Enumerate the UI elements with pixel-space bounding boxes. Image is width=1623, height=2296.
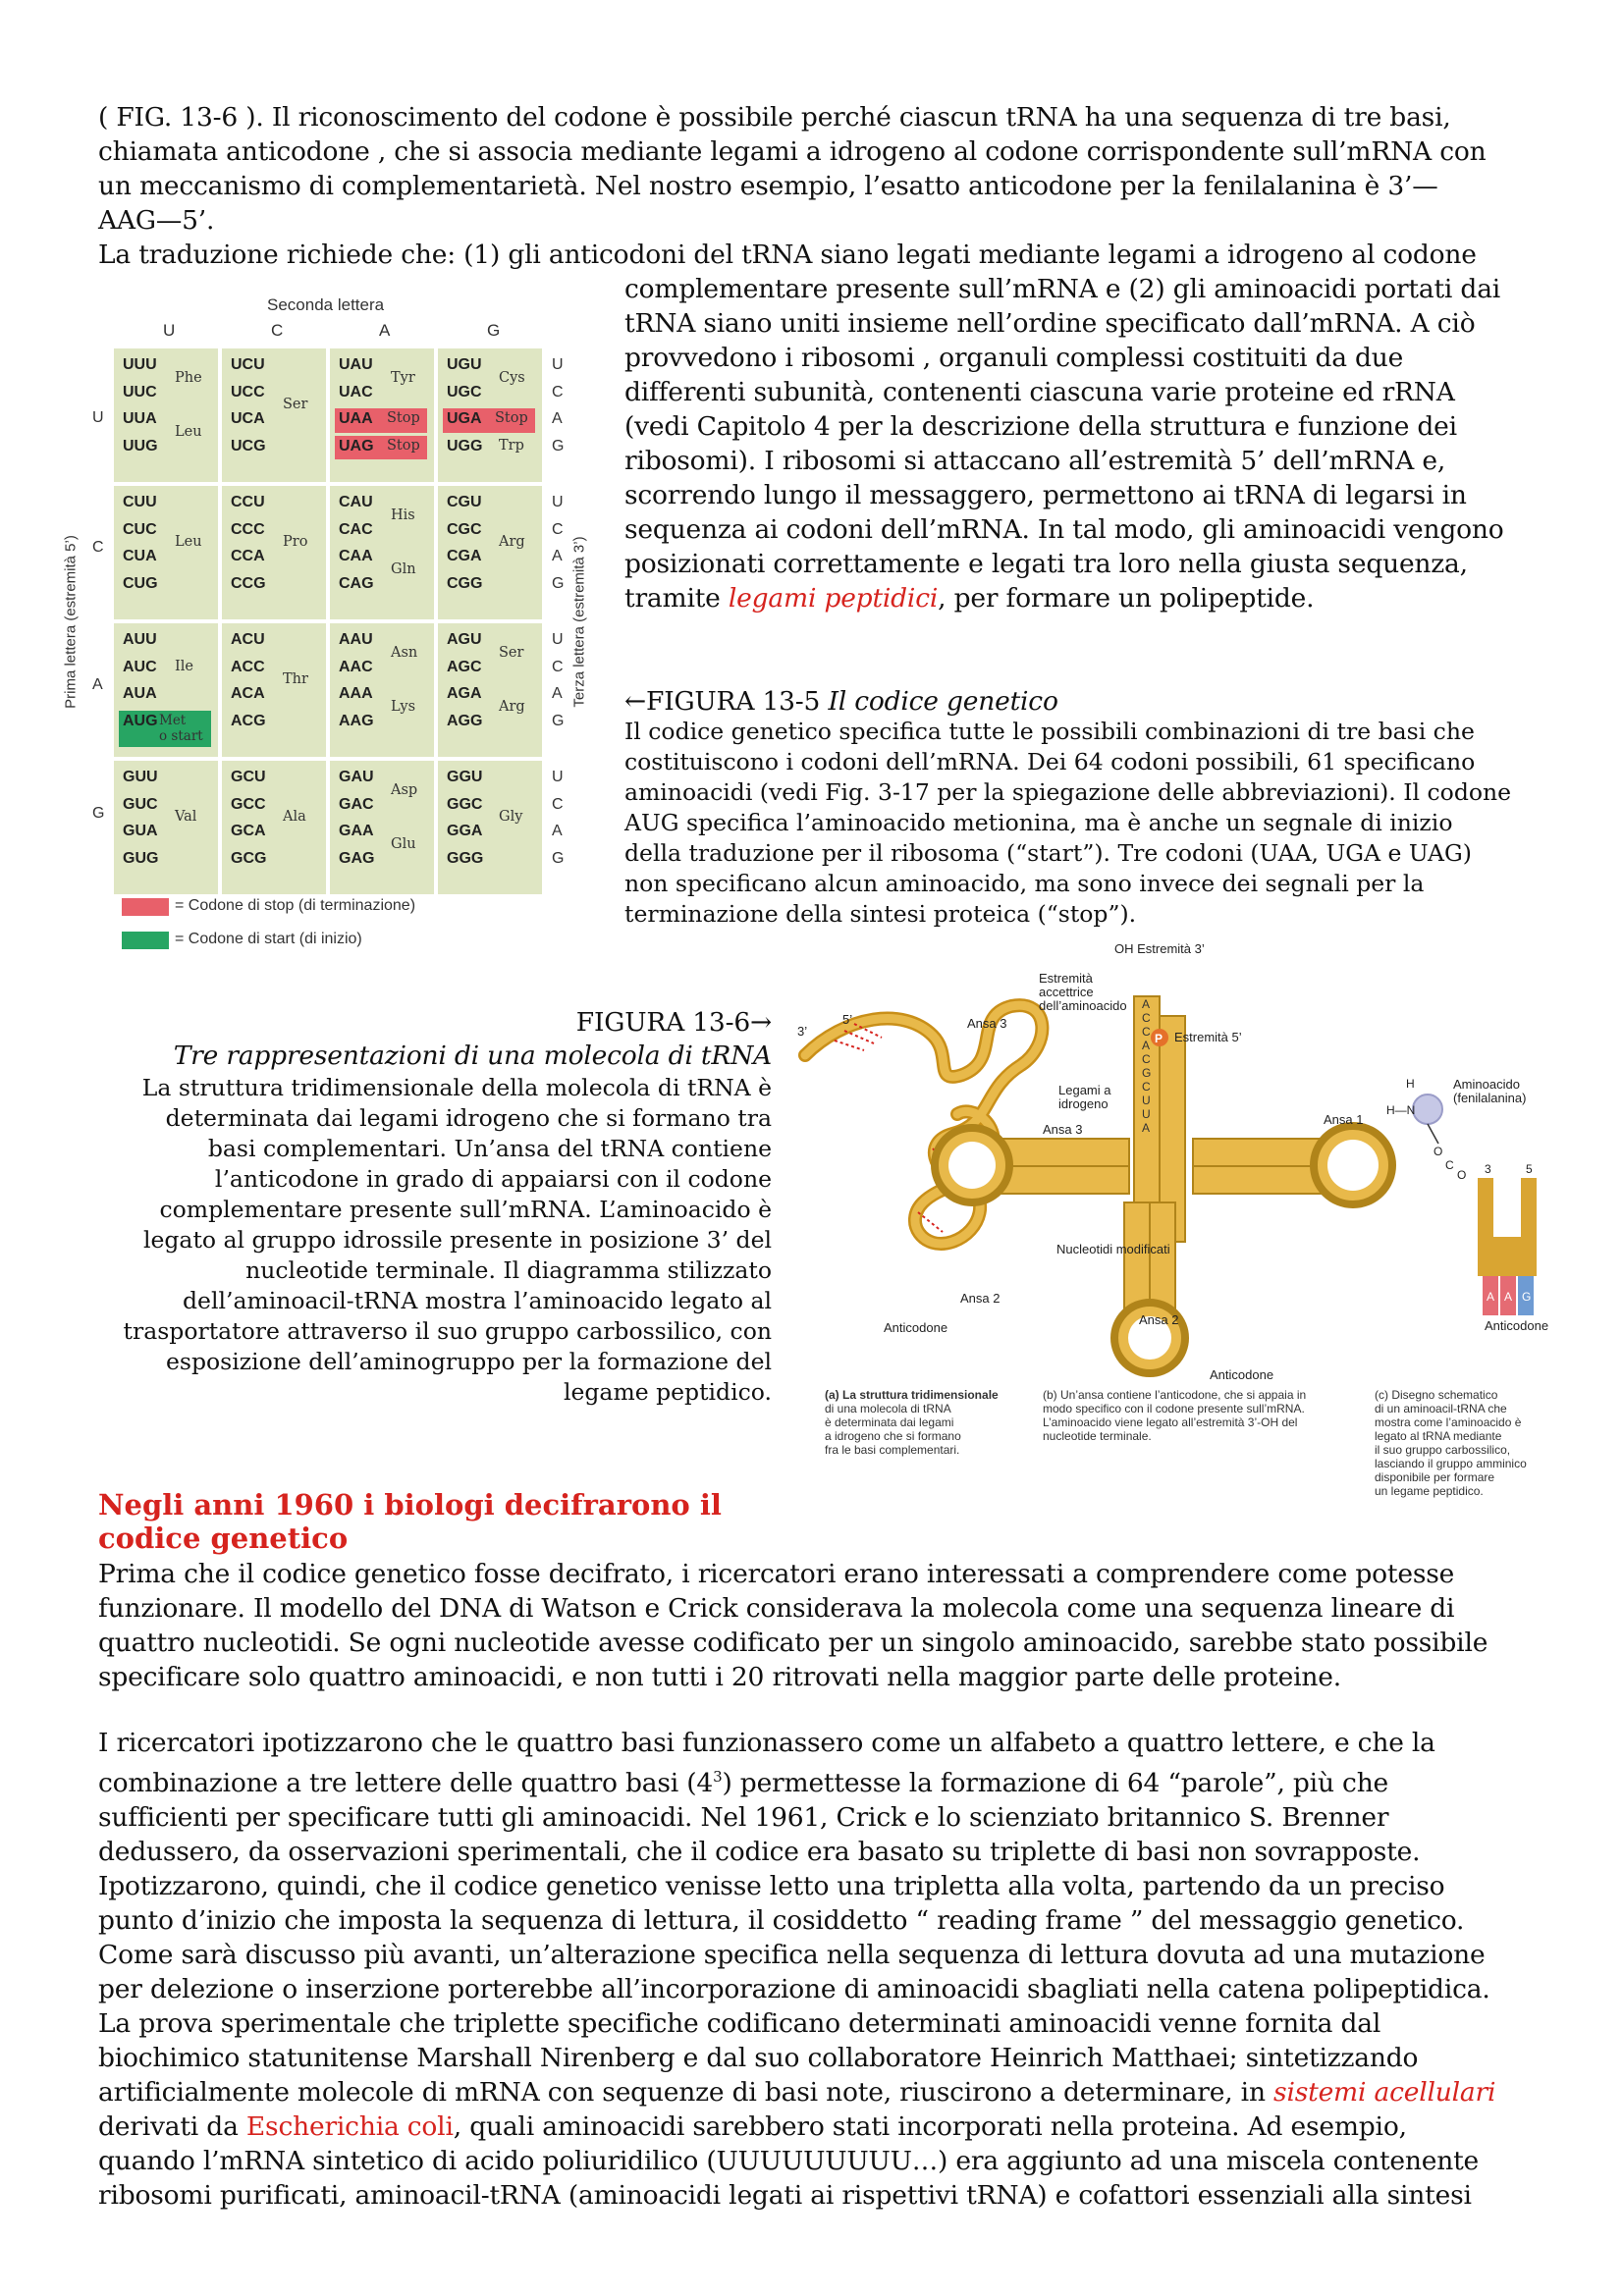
codon-block [222, 761, 326, 894]
codon: CCA [231, 548, 265, 564]
label-anticodone-b: Anticodone [1210, 1367, 1274, 1382]
figure-13-6-subtitle: Tre rappresentazioni di una molecola di tRNA [173, 1041, 772, 1071]
trna-schematic [1413, 1095, 1537, 1315]
third-letter: U [552, 356, 564, 373]
label-anticodone-a: Anticodone [884, 1320, 948, 1335]
text-line: Come sarà discusso più avanti, un’alterazione specifica nella sequenza di lettura dovuta ad una mutazione [98, 1939, 1486, 1970]
codon: UGC [447, 383, 482, 400]
codon: UAC [339, 383, 373, 400]
caption-line: aminoacidi (vedi Fig. 3-17 per la spiegazione delle abbreviazioni). Il codone [624, 778, 1512, 806]
ecoli-link[interactable]: Escherichia coli [245, 2110, 454, 2142]
text-fragment: , per formare un polipeptide. [938, 583, 1315, 614]
third-letter: U [552, 631, 564, 648]
codon: UCU [231, 356, 265, 373]
third-letter: C [552, 520, 564, 538]
codon-block [114, 348, 218, 482]
figure-13-6-title: FIGURA 13-6→ [575, 1007, 772, 1038]
text-fragment: combinazione a tre lettere delle quattro basi (4 [98, 1767, 714, 1798]
caption-c-4: il suo gruppo carbossilico, [1375, 1443, 1511, 1457]
third-letter-axis-label: Terza lettera (estremità 3’) [570, 536, 588, 708]
text-line: La prova sperimentale che triplette specifiche codificano determinati aminoacidi venne fornita dal [98, 2007, 1381, 2039]
codon: GUC [123, 795, 158, 813]
amino-acid-label: Arg [499, 698, 525, 715]
text-line: posizionati correttamente e legati tra loro nella giusta sequenza, [624, 549, 1468, 579]
trna-3d-structure [805, 1005, 1042, 1244]
third-letter: G [552, 849, 565, 867]
text-line: per delezione o inserzione porterebbe all’incorporazione di aminoacidi sbagliati nella catena polipeptidica. [98, 1973, 1490, 2004]
label-modificati: Nucleotidi modificati [1056, 1242, 1170, 1256]
text-line: (vedi Capitolo 4 per la descrizione della struttura e funzione dei [624, 411, 1457, 442]
text-line [98, 2075, 1591, 2109]
codon: AUG [123, 712, 158, 729]
amino-acid-label: Leu [175, 423, 202, 440]
codon: UAU [339, 356, 373, 373]
label-aminoacido-1: Aminoacido [1453, 1077, 1520, 1092]
codon: AAA [339, 685, 373, 702]
intro-paragraph [98, 100, 1571, 272]
amino-acid-label: Stop [495, 410, 528, 426]
codon: GAG [339, 849, 375, 867]
third-letter: U [552, 769, 564, 785]
codon: AGU [447, 631, 482, 648]
caption-line: determinata dai legami idrogeno che si formano tra [165, 1104, 772, 1132]
label-p-circle: P [1155, 1032, 1163, 1045]
caption-b-3: nucleotide terminale. [1043, 1429, 1152, 1443]
label-aminoacido-2: (fenilalanina) [1453, 1091, 1527, 1105]
amino-acid-label: Stop [387, 410, 420, 426]
amino-acid-label: His [391, 507, 415, 523]
caption-c-7: un legame peptidico. [1375, 1484, 1484, 1498]
text-line: scorrendo lungo il messaggero, permettono ai tRNA di legarsi in [624, 480, 1467, 510]
codon: CCG [231, 574, 266, 592]
codon: CGU [447, 494, 482, 510]
amino-acid-label: Tyr [391, 369, 415, 386]
codon: UGA [447, 410, 482, 427]
codon: GAU [339, 769, 374, 785]
second-letter-c: C [271, 321, 284, 340]
trna-illustration [785, 937, 1571, 1526]
codon: GCC [231, 795, 266, 813]
codon: UCG [231, 437, 266, 454]
codon: AAU [339, 631, 373, 648]
text-line: un meccanismo di complementarietà. Nel nostro esempio, l’esatto anticodone per la fenilalanina è 3’— [98, 171, 1438, 201]
start-legend-label: = Codone di start (di inizio) [175, 931, 362, 947]
label-acceptor-2: accettrice [1039, 985, 1094, 999]
codon: CUC [123, 520, 157, 538]
label-three-c: 3 [1485, 1162, 1491, 1176]
caption-a-3: a idrogeno che si formano [825, 1429, 961, 1443]
text-line: AAG—5’. [98, 205, 215, 236]
peptide-bond-link[interactable]: legami peptidici [728, 583, 939, 614]
label-estremita-5: Estremità 5’ [1174, 1030, 1242, 1044]
label-hn: H—N [1386, 1103, 1416, 1117]
label-five-c: 5 [1526, 1162, 1533, 1176]
third-letter: G [552, 574, 565, 592]
text-line: provvedono i ribosomi , organuli complessi costituiti da due [624, 343, 1404, 373]
caption-line: complementare presente sull’mRNA. L’aminoacido è [159, 1196, 772, 1223]
label-o1: O [1434, 1145, 1443, 1158]
codon: GUG [123, 849, 159, 867]
third-letter: A [552, 410, 563, 427]
caption-a-1: di una molecola di tRNA [825, 1402, 951, 1415]
label-h1: H [1406, 1077, 1415, 1091]
codon: ACG [231, 712, 266, 729]
caption-b-0: (b) Un’ansa contiene l’anticodone, che si appaia in [1043, 1388, 1307, 1402]
acceptor-sequence [1142, 997, 1151, 1135]
codon: GGG [447, 849, 484, 867]
label-anticodone-c: Anticodone [1485, 1318, 1549, 1333]
caption-c-5: lasciando il gruppo amminico [1375, 1457, 1527, 1470]
nucleotide: A [1142, 997, 1151, 1011]
codon: AGC [447, 658, 482, 675]
text-line: chiamata anticodone , che si associa mediante legami a idrogeno al codone corrispondente sull’mRNA con [98, 136, 1487, 167]
figure-13-5-text [624, 717, 1606, 930]
text-line: I ricercatori ipotizzarono che le quattro basi funzionassero come un alfabeto a quattro lettere, e che la [98, 1728, 1435, 1758]
figure-13-5-title-italic: Il codice genetico [828, 686, 1058, 717]
codon: UCC [231, 383, 265, 400]
caption-a-0: (a) La struttura tridimensionale [825, 1388, 999, 1402]
codon: UUC [123, 383, 157, 400]
nucleotide: C [1142, 1080, 1151, 1094]
caption-c-0: (c) Disegno schematico [1375, 1388, 1498, 1402]
codon: UGG [447, 437, 483, 454]
second-letter-u: U [163, 321, 176, 340]
figure-13-6-caption [88, 1005, 772, 1408]
cell-free-systems-link[interactable]: sistemi acellulari [1273, 2076, 1496, 2108]
start-legend-swatch [122, 932, 169, 949]
codon-block [222, 348, 326, 482]
third-letter: U [552, 494, 564, 510]
amino-acid-label: Pro [283, 534, 308, 551]
codon: CGG [447, 574, 483, 592]
codon: GCG [231, 849, 267, 867]
codon-block [330, 486, 434, 619]
second-letter-g: G [487, 321, 501, 340]
nucleotide: A [1142, 1121, 1151, 1135]
codon: UCA [231, 410, 265, 427]
label-aag-a1: A [1487, 1290, 1495, 1304]
amino-acid-label: Stop [387, 437, 420, 454]
codon: AUC [123, 658, 157, 675]
label-oh-3prime: OH Estremità 3’ [1114, 941, 1205, 956]
third-letter: C [552, 383, 564, 400]
codon: UUG [123, 437, 158, 454]
text-line [98, 2109, 1591, 2144]
codon: AGA [447, 685, 482, 702]
label-o2: O [1457, 1168, 1467, 1182]
figure-13-5-title-prefix: ←FIGURA 13-5 [624, 686, 829, 717]
text-line: punto d’inizio che imposta la sequenza di lettura, il cosiddetto “ reading frame ” del messaggio genetico. [98, 1904, 1465, 1936]
translation-paragraph [624, 272, 1606, 615]
caption-line: nucleotide terminale. Il diagramma stilizzato [245, 1256, 772, 1284]
codon: UAA [339, 410, 373, 427]
caption-line: costituiscono i codoni dell’mRNA. Dei 64 codoni possibili, 61 specificano [624, 748, 1476, 775]
stop-legend-swatch [122, 898, 169, 916]
codon: CUU [123, 494, 157, 510]
amino-acid-label: Ser [283, 397, 308, 413]
codon: AGG [447, 712, 483, 729]
amino-acid-label: Ser [499, 644, 524, 661]
codon-grid [112, 347, 544, 896]
nucleotide: C [1142, 1011, 1151, 1025]
codon: AAG [339, 712, 374, 729]
caption-line: La struttura tridimensionale della molecola di tRNA è [141, 1074, 772, 1101]
third-letter: G [552, 712, 565, 729]
second-letter-title: Seconda lettera [267, 295, 385, 314]
text-line [98, 1760, 1591, 1800]
label-c1: C [1445, 1158, 1454, 1172]
third-letter: C [552, 795, 564, 813]
section-paragraph-2 [98, 1726, 1591, 2213]
second-letter-a: A [379, 321, 391, 340]
text-line: Prima che il codice genetico fosse decifrato, i ricercatori erano interessati a comprendere come potesse [98, 1559, 1455, 1589]
third-letter: G [552, 437, 565, 454]
codon: CAC [339, 520, 373, 538]
caption-line: terminazione della sintesi proteica (“stop”). [624, 900, 1137, 928]
label-3prime: 3’ [797, 1024, 808, 1039]
amino-acid-label: Trp [499, 437, 524, 454]
caption-c-2: mostra come l’aminoacido è [1375, 1415, 1522, 1429]
amino-acid-label: Gln [391, 561, 416, 577]
first-letter-a: A [92, 676, 103, 693]
text-line: ( FIG. 13-6 ). Il riconoscimento del codone è possibile perché ciascun tRNA ha una sequenza di tre basi, [98, 102, 1451, 133]
amino-acid-label: Asp [391, 781, 418, 798]
caption-line: l’anticodone in grado di appaiarsi con il codone [214, 1165, 772, 1193]
label-aag-a2: A [1504, 1290, 1513, 1304]
codon-block [330, 761, 434, 894]
amino-acid-label: Glu [391, 835, 416, 852]
text-line: La traduzione richiede che: (1) gli anticodoni del tRNA siano legati mediante legami a idrogeno al codone [98, 240, 1477, 270]
codon-block [114, 623, 218, 757]
label-ansa2-b: Ansa 2 [1139, 1312, 1179, 1327]
exponent: 3 [713, 1768, 723, 1786]
text-fragment: ) permettesse la formazione di 64 “parole”, più che [722, 1767, 1389, 1798]
caption-line: legato al gruppo idrossile presente in posizione 3’ del [142, 1226, 772, 1254]
nucleotide: A [1142, 1039, 1151, 1052]
text-line [624, 581, 1606, 615]
amino-acid-label: Thr [283, 671, 308, 688]
panel-captions [825, 1388, 1527, 1498]
codon-block [330, 348, 434, 482]
codon: ACA [231, 685, 265, 702]
label-ansa1-b: Ansa 1 [1324, 1112, 1364, 1127]
codon: AUA [123, 685, 157, 702]
codon: ACU [231, 631, 265, 648]
label-ansa3-a: Ansa 3 [967, 1016, 1007, 1031]
nucleotide: C [1142, 1025, 1151, 1039]
label-ansa2-a: Ansa 2 [960, 1291, 1001, 1306]
codon: CCC [231, 520, 265, 538]
third-letter: C [552, 658, 564, 675]
codon: GAC [339, 795, 374, 813]
amino-acid-label: Asn [391, 644, 418, 661]
label-aag-g: G [1522, 1290, 1532, 1304]
text-line: quattro nucleotidi. Se ogni nucleotide avesse codificato per un singolo aminoacido, sarebbe stato possibile [98, 1628, 1488, 1658]
amino-acid-label: Ile [175, 658, 193, 674]
section-paragraph-1 [98, 1557, 1591, 1694]
codon-block [438, 486, 542, 619]
caption-line: legame peptidico. [563, 1378, 772, 1406]
caption-b-1: modo specifico con il codone presente sull’mRNA. [1043, 1402, 1305, 1415]
codon: CAU [339, 494, 373, 510]
nucleotide: G [1142, 1066, 1152, 1080]
text-line: complementare presente sull’mRNA e (2) gli aminoacidi portati dai [624, 274, 1501, 304]
third-letter: A [552, 685, 563, 702]
codon-block [438, 761, 542, 894]
codon-table [61, 290, 588, 957]
codon: CUG [123, 574, 158, 592]
caption-c-1: di un aminoacil-tRNA che [1375, 1402, 1507, 1415]
amino-acid-label: Lys [391, 698, 416, 715]
codon: GGA [447, 823, 483, 839]
amino-acid-label: Phe [175, 369, 202, 386]
codon: GCU [231, 769, 266, 785]
section-heading [98, 1488, 785, 1555]
codon: CAA [339, 548, 373, 564]
codon: GUU [123, 769, 158, 785]
codon: CCU [231, 494, 265, 510]
text-line: ribosomi purificati, aminoacil-tRNA (aminoacidi legati ai rispettivi tRNA) e cofattori essenziali alla sintesi [98, 2179, 1472, 2211]
text-line: Ipotizzarono, quindi, che il codice genetico venisse letto una tripletta alla volta, partendo da un preciso [98, 1870, 1445, 1901]
nucleotide: U [1142, 1107, 1151, 1121]
label-legami-1: Legami a [1058, 1083, 1111, 1097]
codon: UUA [123, 410, 157, 427]
label-acceptor-1: Estremità [1039, 971, 1093, 986]
codon: GCA [231, 823, 266, 839]
codon-block [438, 623, 542, 757]
text-fragment: , quali aminoacidi sarebbero stati incorporati nella proteina. Ad esempio, [453, 2110, 1407, 2142]
text-line: biochimico statunitense Marshall Nirenberg e dal suo collaboratore Heinrich Matthaei; sintetizzando [98, 2042, 1419, 2073]
amino-acid-label: Met [159, 712, 187, 728]
codon: GGC [447, 795, 483, 813]
codon: GAA [339, 823, 374, 839]
caption-line: non specificano alcun aminoacido, ma sono invece dei segnali per la [624, 870, 1425, 897]
figure-13-5-caption [624, 684, 1606, 930]
text-line: differenti subunità, contenenti ciascuna varie proteine ed rRNA [624, 377, 1455, 407]
text-line: dedussero, da osservazioni sperimentali, che il codice era basato su triplette di basi non sovrapposte. [98, 1836, 1421, 1867]
caption-a-2: è determinata dai legami [825, 1415, 954, 1429]
codon: GGU [447, 769, 483, 785]
amino-acid-label: o start [159, 728, 203, 744]
codon: CUA [123, 548, 157, 564]
caption-a-4: fra le basi complementari. [825, 1443, 960, 1457]
text-line: sequenza ai codoni dell’mRNA. In tal modo, gli aminoacidi vengono [624, 514, 1504, 545]
heading-line: Negli anni 1960 i biologi decifrarono il [98, 1488, 722, 1522]
caption-c-6: disponibile per formare [1375, 1470, 1495, 1484]
heading-line: codice genetico [98, 1522, 349, 1555]
codon: UUU [123, 356, 157, 373]
codon-block [222, 623, 326, 757]
text-fragment: tramite [624, 583, 729, 614]
third-letter: A [552, 548, 563, 564]
amino-acid-label: Val [175, 809, 197, 826]
codon: CGA [447, 548, 482, 564]
codon: UAG [339, 437, 374, 454]
codon: GUA [123, 823, 158, 839]
text-line: specificare solo quattro aminoacidi, e non tutti i 20 ritrovati nella maggior parte delle proteine. [98, 1662, 1341, 1692]
text-line: sufficienti per specificare tutti gli aminoacidi. Nel 1961, Crick e lo scienziato britannico S. Brenner [98, 1801, 1389, 1833]
first-letter-u: U [92, 409, 104, 426]
caption-line: esposizione dell’aminogruppo per la formazione del [165, 1348, 772, 1375]
caption-c-3: legato al tRNA mediante [1375, 1429, 1502, 1443]
caption-line: trasportatore attraverso il suo gruppo carbossilico, con [123, 1317, 772, 1345]
amino-acid-label: Gly [499, 809, 523, 826]
third-letter: A [552, 823, 563, 839]
codon: AUU [123, 631, 157, 648]
label-acceptor-3: dell’aminoacido [1039, 998, 1127, 1013]
codon-block [114, 486, 218, 619]
stop-legend-label: = Codone di stop (di terminazione) [175, 897, 416, 914]
first-letter-axis-label: Prima lettera (estremità 5’) [62, 535, 80, 709]
caption-line: Il codice genetico specifica tutte le possibili combinazioni di tre basi che [624, 718, 1475, 745]
amino-acid-label: Leu [175, 534, 202, 551]
figure-13-6-text [88, 1073, 772, 1408]
amino-acid-label: Cys [499, 369, 525, 386]
label-ansa3-b: Ansa 3 [1043, 1122, 1083, 1137]
codon: CAG [339, 574, 374, 592]
amino-acid-label: Ala [283, 809, 306, 826]
caption-line: dell’aminoacil-tRNA mostra l’aminoacido legato al [183, 1287, 772, 1314]
text-fragment: artificialmente molecole di mRNA con sequenze di basi note, riuscirono a determinare, in [98, 2076, 1274, 2108]
caption-b-2: L’aminoacido viene legato all’estremità 3’-OH del [1043, 1415, 1298, 1429]
codon: ACC [231, 658, 265, 675]
first-letter-c: C [92, 539, 104, 556]
text-line: tRNA siano uniti insieme nell’ordine specificato dall’mRNA. A ciò [624, 308, 1476, 339]
codon: UGU [447, 356, 482, 373]
caption-line: AUG specifica l’aminoacido metionina, ma è anche un segnale di inizio [624, 809, 1453, 836]
codon: CGC [447, 520, 482, 538]
codon-block [222, 486, 326, 619]
amino-acid-label: Arg [499, 534, 525, 551]
text-line: quando l’mRNA sintetico di acido poliuridilico (UUUUUUUUU…) era aggiunto ad una miscela contenente [98, 2145, 1480, 2176]
first-letter-g: G [92, 805, 105, 822]
codon: AAC [339, 658, 373, 675]
codon-block [438, 348, 542, 482]
caption-line: basi complementari. Un’ansa del tRNA contiene [207, 1135, 772, 1162]
text-line: funzionare. Il modello del DNA di Watson e Crick considerava la molecola come una sequenza lineare di [98, 1593, 1455, 1624]
caption-line: della traduzione per il ribosoma (“start”). Tre codoni (UAA, UGA e UAG) [624, 839, 1472, 867]
label-legami-2: idrogeno [1058, 1096, 1109, 1111]
nucleotide: C [1142, 1052, 1151, 1066]
nucleotide: U [1142, 1094, 1151, 1107]
codon-block [330, 623, 434, 757]
figure-13-5-title [624, 684, 1606, 719]
text-line: ribosomi). I ribosomi si attaccano all’estremità 5’ dell’mRNA e, [624, 446, 1446, 476]
codon-block [114, 761, 218, 894]
text-fragment: derivati da [98, 2110, 246, 2142]
label-5prime: 5’ [842, 1012, 853, 1027]
